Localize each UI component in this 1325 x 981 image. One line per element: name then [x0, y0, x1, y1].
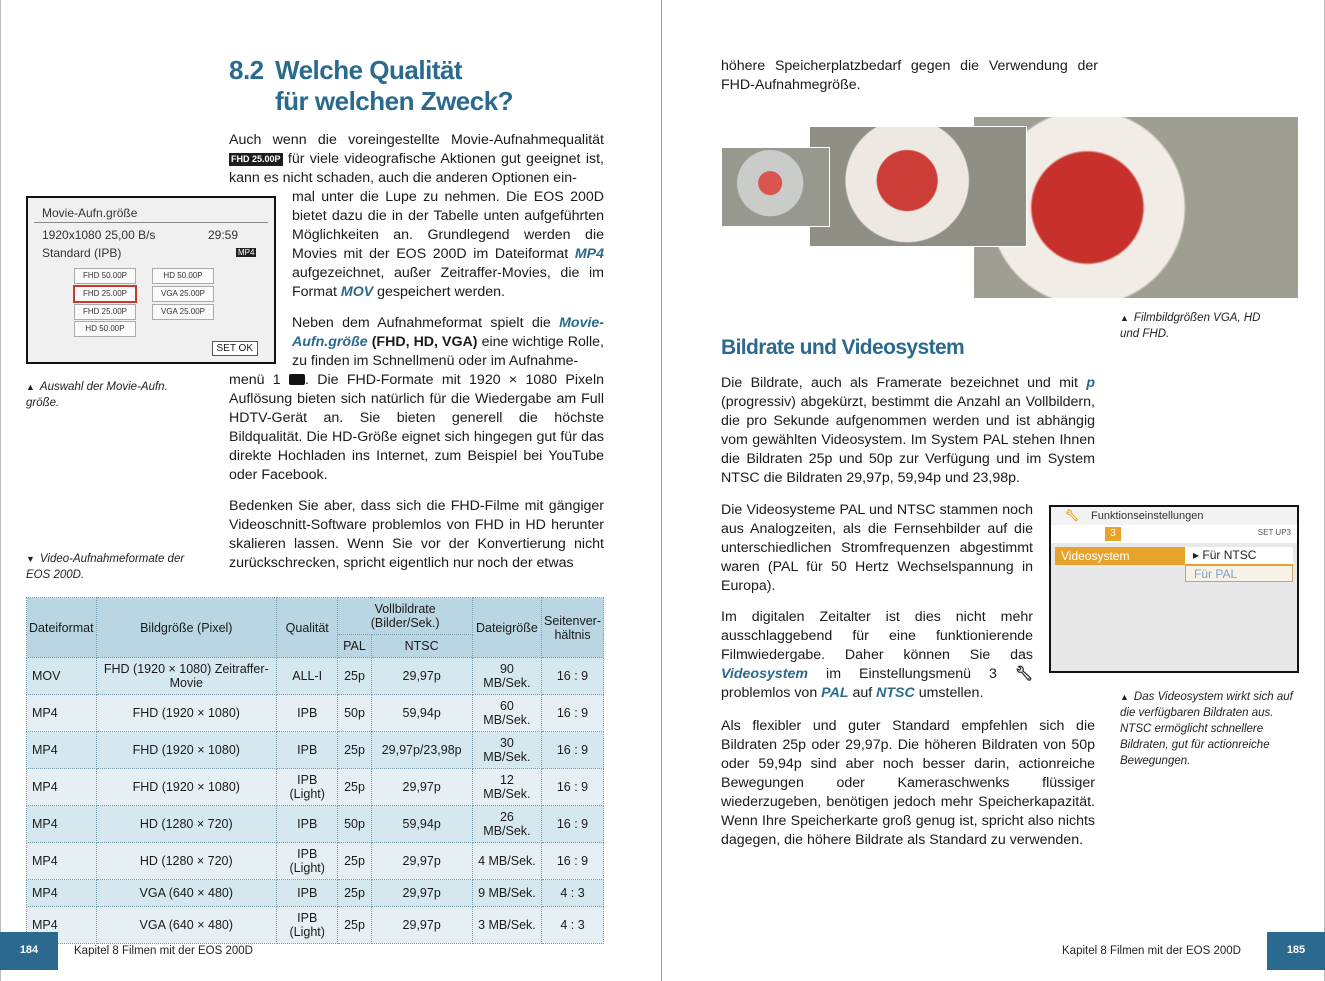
- table-cell: 26 MB/Sek.: [472, 806, 541, 843]
- col-header: Qualität: [276, 598, 338, 658]
- menu-option: HD 50.00P: [152, 268, 214, 284]
- paragraph-pal-ntsc: Die Videosysteme PAL und NTSC stammen noch aus Analogzeiten, als die Fernsehbilder auf die unterschiedlichen Stromfrequenzen abgestimmt waren (PAL für 50 Hertz Wechselspannung in Europa).: [721, 502, 1033, 594]
- table-cell: 25p: [338, 769, 371, 806]
- page-number-left: 184: [0, 932, 58, 970]
- table-cell: IPB: [276, 732, 338, 769]
- videosystem-paragraphs: [721, 501, 1033, 715]
- col-header: Seitenver-hältnis: [542, 598, 604, 658]
- table-row: [27, 843, 604, 880]
- para1-part-c: mal unter die Lupe zu nehmen. Die EOS 200D bietet dazu die in der Tabelle unten aufgeführten Möglichkeiten an. Grundlegend werden die Movies mit der EOS 200D im Dateiformat: [292, 189, 604, 262]
- table-cell: MP4: [27, 806, 97, 843]
- wrench-icon: 🔧︎: [1014, 666, 1033, 682]
- table-cell: IPB (Light): [276, 907, 338, 944]
- p-term: p: [1086, 375, 1095, 391]
- para2-part-b: eine wichtige Rolle, zu finden im Schnellmenü oder im Aufnahme-: [292, 334, 604, 369]
- heading-line2: für welchen Zweck?: [275, 86, 514, 116]
- col-header: Dateiformat: [27, 598, 97, 658]
- table-row: [27, 806, 604, 843]
- table-cell: FHD (1920 × 1080): [96, 732, 276, 769]
- menu-compression: Standard (IPB): [42, 246, 122, 260]
- table-cell: 29,97p: [371, 907, 472, 944]
- size-icons: (FHD, HD, VGA): [371, 334, 478, 350]
- menu-header: [1051, 507, 1297, 525]
- menu-option: HD 50.00P: [74, 321, 136, 337]
- table-row: [27, 732, 604, 769]
- para1-part-e: gespeichert werden.: [377, 284, 505, 300]
- section-number: 8.2: [229, 55, 264, 85]
- table-cell: 16 : 9: [542, 769, 604, 806]
- triangle-down-icon: ▼: [26, 554, 35, 564]
- section-heading: [229, 55, 513, 117]
- table-cell: 29,97p: [371, 658, 472, 695]
- table-row: [27, 880, 604, 907]
- table-cell: MP4: [27, 843, 97, 880]
- table-caption: [26, 551, 196, 583]
- rooster-vga-photo: [721, 147, 830, 227]
- table-cell: HD (1280 × 720): [96, 843, 276, 880]
- table-cell: 3 MB/Sek.: [472, 907, 541, 944]
- table-cell: VGA (640 × 480): [96, 907, 276, 944]
- menu-option: FHD 50.00P: [74, 268, 136, 284]
- triangle-up-icon: ▲: [1120, 313, 1129, 323]
- table-row: [27, 907, 604, 944]
- table-cell: 29,97p/23,98p: [371, 732, 472, 769]
- table-cell: IPB: [276, 806, 338, 843]
- para2-part-a: Neben dem Aufnahmeformat spielt die: [292, 315, 551, 331]
- caption-text: Das Videosystem wirkt sich auf die verfügbaren Bildraten aus. NTSC ermöglicht schnellere Bildraten, gut für actionreiche Bewegungen.: [1120, 691, 1293, 767]
- table-cell: MP4: [27, 769, 97, 806]
- table-cell: 25p: [338, 732, 371, 769]
- triangle-up-icon: ▲: [26, 382, 35, 392]
- para1-part-a: Auch wenn die voreingestellte Movie-Aufnahmequalität: [229, 132, 604, 148]
- paragraph-2-continued: [229, 371, 604, 585]
- col-header: Dateigröße: [472, 598, 541, 658]
- table-cell: 50p: [338, 806, 371, 843]
- triangle-up-icon: ▲: [1120, 692, 1129, 702]
- menu-format-badge: MP4: [238, 248, 255, 257]
- menu-title: Funktionseinstellungen: [1091, 510, 1204, 522]
- menu-resolution: 1920x1080 25,00 B/s: [42, 228, 156, 242]
- para2-part-d: . Die FHD-Formate mit 1920 × 1080 Pixeln Auflösung bieten sich natürlich für die Wiedergabe am Full HDTV-Gerät an. Sie bieten generell die höchste Bildqualität. Die HD-Größe eignet sich hingegen gut für das direkte Hochladen ins Internet, zum Beispiel bei YouTube oder Facebook.: [229, 372, 604, 483]
- sub-header: PAL: [338, 635, 371, 658]
- movie-size-menu-screenshot: [26, 196, 276, 364]
- table-cell: 59,94p: [371, 695, 472, 732]
- table-cell: MP4: [27, 907, 97, 944]
- videosystem-caption: [1120, 689, 1295, 769]
- table-row: [27, 658, 604, 695]
- intro-paragraph-continued: [292, 188, 604, 371]
- table-cell: 25p: [338, 880, 371, 907]
- table-row: [27, 695, 604, 732]
- photo-caption: [1120, 310, 1280, 342]
- table-cell: 16 : 9: [542, 806, 604, 843]
- table-cell: IPB (Light): [276, 843, 338, 880]
- heading-line1: Welche Qualität: [275, 55, 463, 85]
- table-cell: 4 : 3: [542, 880, 604, 907]
- videosystem-menu-screenshot: [1049, 505, 1299, 673]
- table-cell: 29,97p: [371, 880, 472, 907]
- p1-part-a: Die Bildrate, auch als Framerate bezeichnet und mit: [721, 375, 1079, 391]
- table-cell: MP4: [27, 695, 97, 732]
- table-row: [27, 769, 604, 806]
- table-cell: 16 : 9: [542, 658, 604, 695]
- menu-option: VGA 25.00P: [152, 286, 214, 302]
- para1-part-b: für viele videografische Aktionen gut geeignet ist, kann es nicht schaden, auch die anderen Optionen ein-: [229, 151, 604, 186]
- table-cell: 12 MB/Sek.: [472, 769, 541, 806]
- caption-text: Filmbildgrößen VGA, HD und FHD.: [1120, 312, 1261, 340]
- menu-tab-active: 3: [1105, 527, 1121, 541]
- para1-part-d: aufgezeichnet, außer Zeitraffer-Movies, die im Format: [292, 265, 604, 300]
- framerate-paragraph: [721, 374, 1095, 500]
- table-cell: 16 : 9: [542, 843, 604, 880]
- p3-part-b: im Einstellungsmenü 3: [826, 666, 997, 682]
- footer-left-text: Kapitel 8 Filmen mit der EOS 200D: [74, 945, 253, 957]
- menu-option-selected: FHD 25.00P: [73, 285, 137, 303]
- menu-caption: [26, 379, 196, 411]
- table-cell: 4 : 3: [542, 907, 604, 944]
- table-cell: 25p: [338, 658, 371, 695]
- menu-setup-label: SET UP3: [1257, 528, 1291, 537]
- table-cell: IPB: [276, 695, 338, 732]
- table-cell: 30 MB/Sek.: [472, 732, 541, 769]
- table-cell: FHD (1920 × 1080): [96, 769, 276, 806]
- mp4-term: MP4: [574, 246, 604, 262]
- table-cell: MP4: [27, 732, 97, 769]
- fhd-quality-icon: FHD 25.00P: [231, 154, 281, 164]
- p3-part-e: umstellen.: [918, 685, 984, 701]
- menu-item-videosystem: Videosystem: [1061, 549, 1130, 563]
- table-cell: 50p: [338, 695, 371, 732]
- table-cell: 9 MB/Sek.: [472, 880, 541, 907]
- table-cell: 4 MB/Sek.: [472, 843, 541, 880]
- table-cell: 29,97p: [371, 843, 472, 880]
- video-format-table: [26, 597, 604, 944]
- paragraph-3: Bedenken Sie aber, dass sich die FHD-Filme mit gängiger Videoschnitt-Software problemlos von FHD in HD herunter skalieren lassen. Wenn Sie vor der Konvertierung nicht zurückschrecken, spricht eigentlich nur noch der etwas: [229, 498, 604, 571]
- table-cell: HD (1280 × 720): [96, 806, 276, 843]
- table-cell: IPB (Light): [276, 769, 338, 806]
- p3-part-d: auf: [852, 685, 873, 701]
- mov-term: MOV: [340, 284, 374, 300]
- menu-option-ntsc: ▸ Für NTSC: [1185, 547, 1293, 564]
- ntsc-term: NTSC: [876, 685, 915, 701]
- caption-text: Auswahl der Movie-Aufn. größe.: [26, 381, 168, 409]
- footer-right-text: Kapitel 8 Filmen mit der EOS 200D: [1062, 945, 1241, 957]
- videosystem-term: Videosystem: [721, 666, 809, 682]
- menu-title: Movie-Aufn.größe: [42, 206, 138, 220]
- menu-option: VGA 25.00P: [152, 304, 214, 320]
- caption-text: Video-Aufnahmeformate der EOS 200D.: [26, 553, 185, 581]
- table-cell: MP4: [27, 880, 97, 907]
- rooster-hd-photo: [809, 126, 1027, 247]
- table-cell: 25p: [338, 843, 371, 880]
- movie-size-term: Movie-Aufn.größe: [292, 315, 605, 350]
- page-number-right: 185: [1267, 932, 1325, 970]
- table-cell: FHD (1920 × 1080): [96, 695, 276, 732]
- subsection-heading: Bildrate und Videosystem: [721, 336, 965, 359]
- table-cell: VGA (640 × 480): [96, 880, 276, 907]
- p1-part-b: (progressiv) abgekürzt, bestimmt die Anzahl an Vollbildern, die pro Sekunde aufgenommen werden und ist abhängig vom gewählten Videosystem. Im System PAL stehen Ihnen die Bildraten 25p und 50p zur Verfügung und im System NTSC die Bildraten 29,97p, 59,94p und 23,98p.: [721, 394, 1095, 486]
- col-header: Bildgröße (Pixel): [96, 598, 276, 658]
- table-cell: 29,97p: [371, 769, 472, 806]
- camera-icon: [289, 374, 305, 385]
- col-header: Vollbildrate (Bilder/Sek.): [338, 598, 472, 635]
- p3-part-c: problemlos von: [721, 685, 818, 701]
- table-cell: FHD (1920 × 1080) Zeitraffer-Movie: [96, 658, 276, 695]
- standard-paragraph: Als flexibler und guter Standard empfehlen sich die Bildraten 25p oder 29,97p. Die höheren Bildraten von 50p oder 59,94p sind aber noch besser darin, actionreiche Bewegungen oder Kameraschwenks flüssiger wiederzugeben, benötigen jedoch mehr Speicherkapazität. Wenn Ihre Speicherkarte groß genug ist, spricht also nichts dagegen, die höhere Bildrate als Standard zu verwenden.: [721, 718, 1095, 848]
- table-cell: 16 : 9: [542, 695, 604, 732]
- sub-header: NTSC: [371, 635, 472, 658]
- table-cell: ALL-I: [276, 658, 338, 695]
- table-cell: IPB: [276, 880, 338, 907]
- pal-term: PAL: [821, 685, 849, 701]
- table-cell: 59,94p: [371, 806, 472, 843]
- wrench-icon: 🔧︎: [1065, 510, 1079, 522]
- table-cell: 90 MB/Sek.: [472, 658, 541, 695]
- p3-part-a: Im digitalen Zeitalter ist dies nicht mehr ausschlaggebend für eine funktionierende Filmwiedergabe. Daher können Sie das: [721, 609, 1033, 663]
- para2-part-c: menü 1: [229, 372, 281, 388]
- set-ok-button: SET OK: [212, 341, 259, 356]
- table-cell: MOV: [27, 658, 97, 695]
- table-cell: 60 MB/Sek.: [472, 695, 541, 732]
- menu-time: 29:59: [208, 228, 239, 242]
- intro-paragraph-top: [229, 131, 604, 188]
- right-top-text: höhere Speicherplatzbedarf gegen die Verwendung der FHD-Aufnahmegröße.: [721, 58, 1098, 93]
- menu-tabs: [1051, 525, 1297, 543]
- menu-option-pal: Für PAL: [1185, 565, 1293, 582]
- menu-option: FHD 25.00P: [74, 304, 136, 320]
- table-cell: 25p: [338, 907, 371, 944]
- table-cell: 16 : 9: [542, 732, 604, 769]
